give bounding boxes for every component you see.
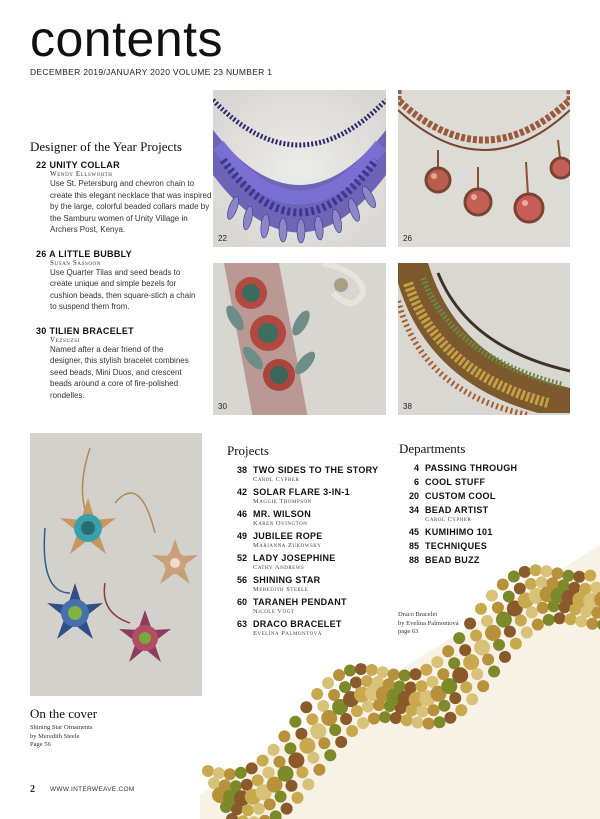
bead-shape [328, 689, 340, 701]
bead-shape [286, 780, 298, 792]
bead-shape [532, 619, 544, 631]
item-row [399, 527, 579, 537]
bead-shape [475, 603, 487, 615]
item-title: SOLAR FLARE 3-IN-1 [253, 487, 350, 497]
photo-tilien-bracelet[interactable] [213, 263, 386, 415]
departments-item[interactable] [399, 491, 579, 501]
bead-shape [399, 670, 411, 682]
bead-shape [431, 656, 443, 668]
bead-shape [437, 668, 449, 680]
item-title: CUSTOM COOL [425, 491, 496, 501]
item-page: 38 [236, 465, 247, 475]
bead-shape [242, 804, 254, 816]
bead-shape [573, 571, 585, 583]
bead-shape [488, 666, 500, 678]
article-page: 26 [36, 248, 47, 259]
bead-shape [230, 780, 242, 792]
bead-shape [481, 615, 493, 627]
bead-shape [318, 737, 330, 749]
bead-shape [324, 749, 336, 761]
item-page: 34 [408, 505, 419, 515]
bead-shape [466, 693, 478, 705]
cover-line: by Meredith Steele [30, 732, 80, 740]
item-page: 20 [408, 491, 419, 501]
bead-shape [322, 677, 334, 689]
bead-shape [536, 576, 548, 588]
article-unity-collar[interactable] [36, 160, 210, 236]
article-title: A LITTLE BUBBLY [49, 248, 132, 259]
projects-heading: Projects [227, 443, 269, 458]
photo-page-number: 22 [218, 234, 227, 243]
bead-shape [253, 803, 265, 815]
bead-shape [584, 570, 596, 582]
bead-shape [252, 774, 264, 786]
cover-caption [30, 706, 97, 750]
bead-shape [213, 767, 225, 779]
photo-unity-collar[interactable] [213, 90, 386, 247]
bead-shape [543, 614, 555, 626]
item-title: BEAD ARTIST [425, 505, 489, 515]
bead-shape [412, 717, 424, 729]
item-row [227, 465, 397, 475]
bead-shape [235, 767, 247, 779]
item-page: 52 [236, 553, 247, 563]
bead-shape [368, 713, 380, 725]
bead-shape [428, 704, 440, 716]
bead-shape [493, 639, 505, 651]
photo-page-number: 30 [218, 402, 227, 411]
item-title: TWO SIDES TO THE STORY [253, 465, 379, 475]
bead-shape [551, 567, 563, 579]
bead-shape [366, 664, 378, 676]
item-title: TARANEH PENDANT [253, 597, 347, 607]
bead-shape [426, 676, 438, 688]
caption-line: by Evelína Palmontová [398, 619, 459, 627]
departments-item[interactable] [399, 463, 579, 473]
bead-shape [344, 665, 356, 677]
bead-shape [471, 668, 483, 680]
article-desc: Use St. Petersburg and chevron chain to create this elegant necklace that was inspired by the large, colorful beaded collars made by the Samburu women of Unity Village in Archers Post, Kenya. [50, 179, 212, 234]
article-author: Susan Sassoon [50, 258, 101, 267]
bead-shape [470, 630, 482, 642]
bead-shape [346, 725, 358, 737]
bead-shape [311, 688, 323, 700]
bead-shape [263, 767, 275, 779]
bead-shape [278, 766, 294, 782]
bead-shape [219, 779, 231, 791]
article-desc: Named after a dear friend of the designer, this stylish bracelet combines seed beads, Mini Duos, and crescent beads around a core of fire-polished rondelles. [50, 344, 189, 400]
item-author: Marianna Zukowsky [253, 542, 322, 549]
bead-shape [377, 666, 389, 678]
bead-shape [452, 667, 468, 683]
bead-shape [310, 723, 326, 739]
bead-shape [224, 768, 236, 780]
article-tilien-bracelet[interactable] [36, 326, 210, 402]
item-author: Cathy Andrews [253, 564, 305, 571]
bead-shape [449, 692, 461, 704]
bead-shape [295, 728, 307, 740]
bead-shape [554, 612, 566, 624]
item-row [399, 491, 579, 501]
bead-shape [284, 742, 296, 754]
bead-shape [351, 705, 363, 717]
item-title: MR. WILSON [253, 509, 311, 519]
bead-shape [379, 711, 391, 723]
bead-shape [417, 706, 429, 718]
bead-shape [438, 700, 450, 712]
bubbly-necklace-image [398, 90, 570, 247]
two-sides-collar-image [398, 263, 570, 415]
departments-heading: Departments [399, 441, 466, 456]
projects-item[interactable] [227, 509, 397, 527]
bead-shape [448, 657, 460, 669]
bead-shape [460, 681, 472, 693]
caption-line: page 63 [398, 628, 419, 635]
item-page: 42 [236, 487, 247, 497]
bead-shape [405, 682, 417, 694]
bead-shape [416, 680, 428, 692]
item-row [399, 463, 579, 473]
unity-collar-image [213, 90, 386, 247]
bead-shape [292, 792, 304, 804]
item-page: 88 [408, 555, 419, 565]
article-title: UNITY COLLAR [49, 160, 120, 170]
bead-shape [420, 664, 432, 676]
article-author: Vezsuzsi [50, 335, 80, 344]
bead-shape [394, 681, 406, 693]
item-row [227, 531, 397, 541]
bead-shape [515, 615, 527, 627]
bead-shape [504, 626, 516, 638]
bead-shape [503, 591, 515, 603]
photo-cover-ornaments[interactable] [30, 433, 202, 696]
item-title: TECHNIQUES [425, 541, 488, 551]
item-page: 85 [408, 541, 419, 551]
bead-shape [340, 713, 352, 725]
bead-shape [463, 654, 479, 670]
item-page: 6 [413, 477, 419, 487]
bead-shape [333, 669, 345, 681]
draco-caption [398, 611, 459, 637]
bead-shape [423, 718, 435, 730]
item-page: 63 [236, 619, 247, 629]
bead-shape [355, 663, 367, 675]
footer-page-number: 2 [30, 784, 35, 795]
item-author: Nicole Vogt [253, 608, 295, 615]
item-author: Maggie Thompson [253, 498, 312, 505]
item-title: BEAD BUZZ [425, 555, 480, 565]
article-page: 30 [36, 325, 47, 336]
page-title: contents [30, 11, 224, 67]
bead-shape [313, 764, 325, 776]
tilien-bracelet-image [213, 263, 386, 415]
bead-shape [350, 677, 362, 689]
bead-shape [514, 583, 526, 595]
bead-shape [362, 701, 374, 713]
item-row [399, 505, 579, 515]
bead-shape [530, 564, 542, 576]
bead-shape [568, 582, 580, 594]
bead-shape [485, 625, 501, 641]
bead-shape [296, 766, 308, 778]
photo-page-number: 38 [403, 402, 412, 411]
bead-shape [246, 762, 258, 774]
item-title: COOL STUFF [425, 477, 486, 487]
bead-shape [537, 602, 549, 614]
bead-shape [510, 638, 522, 650]
bead-shape [339, 681, 351, 693]
bead-shape [410, 668, 422, 680]
bead-shape [264, 798, 276, 810]
bead-shape [329, 724, 341, 736]
caption-line: Draco Bracelet [398, 611, 438, 618]
item-row [399, 477, 579, 487]
bead-shape [519, 566, 531, 578]
bead-shape [492, 602, 504, 614]
bead-shape [299, 738, 315, 754]
bead-shape [202, 765, 214, 777]
departments-item[interactable] [399, 527, 579, 537]
draco-bracelet-image [200, 545, 600, 819]
bead-shape [464, 618, 476, 630]
bead-shape [474, 640, 490, 656]
item-author: Meredith Steele [253, 586, 309, 593]
bead-shape [281, 803, 293, 815]
issue-line: DECEMBER 2019/JANUARY 2020 VOLUME 23 NUMBER 1 [30, 67, 273, 77]
bead-shape [335, 736, 347, 748]
footer-url[interactable]: WWW.INTERWEAVE.COM [50, 786, 135, 793]
departments-item[interactable] [399, 505, 579, 523]
bead-shape [486, 590, 498, 602]
photo-draco-bracelet[interactable] [200, 545, 600, 819]
bead-shape [361, 675, 373, 687]
bead-shape [521, 627, 533, 639]
item-author: Karen Ovington [253, 520, 308, 527]
item-row [227, 487, 397, 497]
item-title: KUMIHIMO 101 [425, 527, 493, 537]
bead-shape [455, 704, 467, 716]
bead-shape [307, 752, 319, 764]
bead-shape [477, 680, 489, 692]
projects-item[interactable] [227, 487, 397, 505]
photo-page-number: 26 [403, 234, 412, 243]
bead-shape [302, 778, 314, 790]
photo-two-sides[interactable] [398, 263, 570, 415]
article-desc: Use Quarter Tilas and seed beads to create unique and simple bezels for cushion beads, then square-stich a chain to suspend them from. [50, 267, 196, 311]
bead-shape [289, 716, 301, 728]
item-row [227, 509, 397, 519]
cover-heading: On the cover [30, 706, 98, 721]
item-title: DRACO BRACELET [253, 619, 342, 629]
bead-shape [388, 669, 400, 681]
bead-shape [275, 791, 287, 803]
article-a-little-bubbly[interactable] [36, 249, 210, 313]
bead-shape [482, 654, 494, 666]
bead-shape [459, 644, 471, 656]
item-author: Evelína Palmontová [253, 630, 322, 637]
bead-shape [499, 651, 511, 663]
bead-shape [497, 579, 509, 591]
bead-shape [241, 779, 253, 791]
bead-shape [562, 570, 574, 582]
item-page: 49 [236, 531, 247, 541]
bead-shape [300, 701, 312, 713]
item-title: PASSING THROUGH [425, 463, 518, 473]
bead-shape [288, 752, 304, 768]
item-page: 45 [408, 527, 419, 537]
cover-line: Page 56 [30, 741, 51, 748]
designer-section [30, 139, 210, 401]
item-author: Carol Cypher [425, 516, 472, 523]
bead-shape [508, 571, 520, 583]
bead-shape [357, 717, 369, 729]
bead-shape [444, 712, 456, 724]
shining-star-ornaments-image [30, 433, 202, 696]
bead-shape [268, 744, 280, 756]
bead-shape [586, 618, 598, 630]
item-page: 56 [236, 575, 247, 585]
item-author: Carol Cypher [253, 476, 300, 483]
article-title: TILIEN BRACELET [49, 325, 134, 336]
bead-shape [306, 713, 318, 725]
item-title: JUBILEE ROPE [253, 531, 323, 541]
item-title: SHINING STAR [253, 575, 321, 585]
item-page: 60 [236, 597, 247, 607]
bead-shape [434, 716, 446, 728]
bead-shape [274, 756, 286, 768]
item-title: LADY JOSEPHINE [253, 553, 336, 563]
bead-shape [541, 565, 553, 577]
article-author: Wendy Ellsworth [50, 170, 113, 178]
designer-heading: Designer of the Year Projects [30, 139, 182, 154]
bead-shape [257, 755, 269, 767]
bead-shape [278, 730, 290, 742]
bead-shape [317, 700, 329, 712]
cover-line: Shining Star Ornaments [30, 724, 93, 731]
item-page: 4 [413, 463, 419, 473]
bead-shape [525, 578, 537, 590]
bead-shape [579, 583, 591, 595]
departments-item[interactable] [399, 477, 579, 487]
bead-shape [526, 607, 538, 619]
item-page: 46 [236, 509, 247, 519]
bead-shape [442, 645, 454, 657]
article-page: 22 [36, 160, 47, 170]
photo-a-little-bubbly[interactable] [398, 90, 570, 247]
projects-item[interactable] [227, 465, 397, 483]
